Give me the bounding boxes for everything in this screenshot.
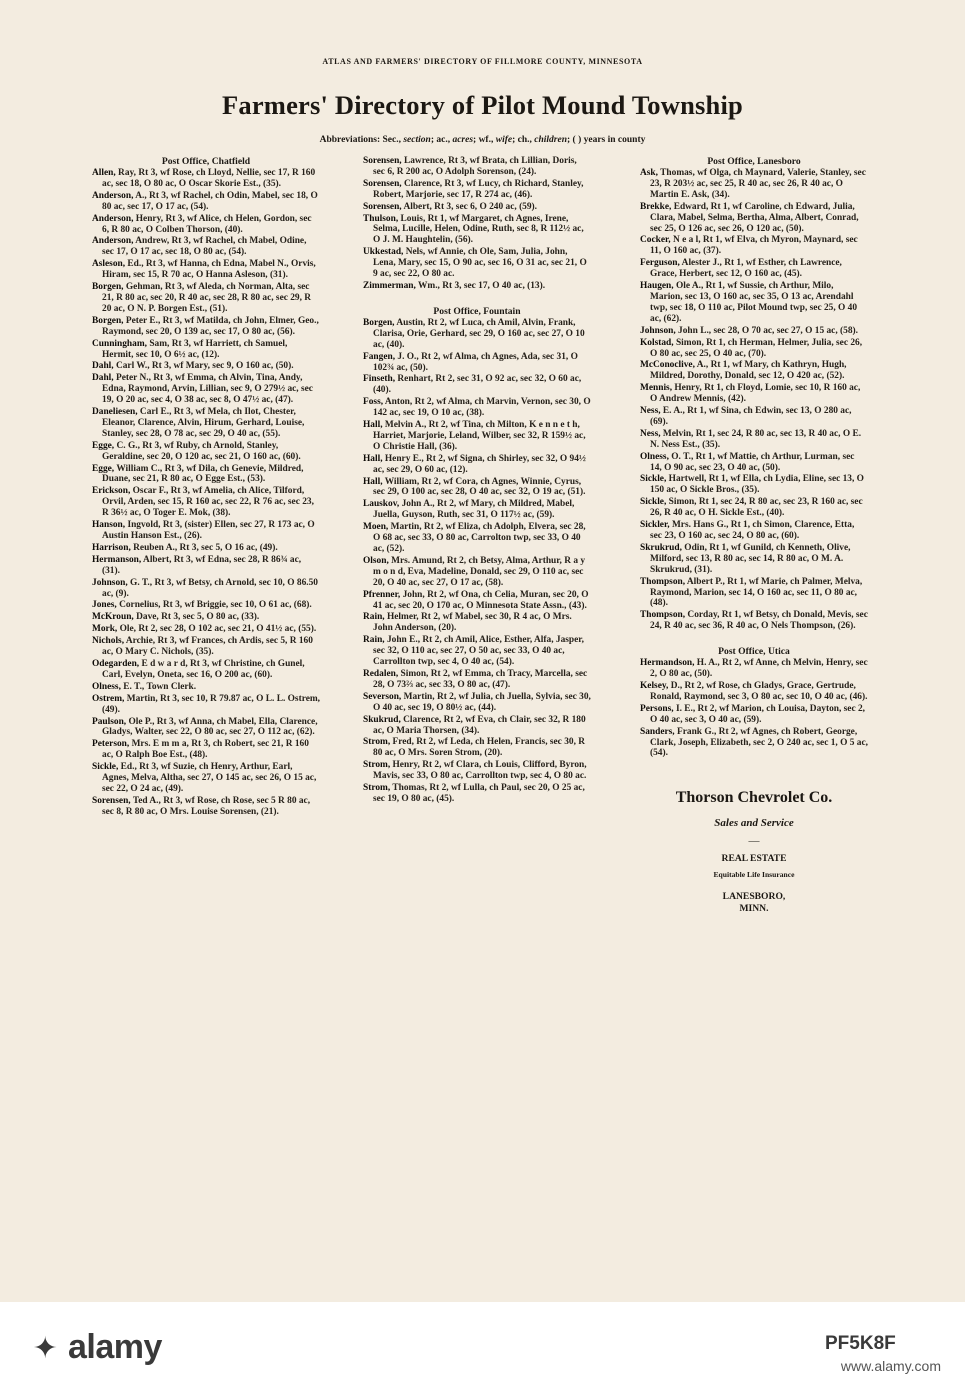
directory-entry bbox=[92, 796, 320, 818]
directory-entry bbox=[92, 717, 320, 739]
entry-surname: Johnson, bbox=[640, 325, 676, 336]
post-office-heading: Post Office, Chatfield bbox=[161, 156, 251, 167]
entry-details: Oscar F., Rt 3, wf Amelia, ch Alice, Tilford, Orvil, Arden, sec 15, R 160 ac, sec 22, R 76 ac, sec 23, R 36½ ac, O Toger E. Mok, (38). bbox=[102, 486, 314, 519]
entry-surname: Skrukrud, bbox=[640, 542, 682, 553]
entry-details: Hartwell, Rt 1, wf Ella, ch Lydia, Eline, sec 13, O 150 ac, O Sickle Bros., (35). bbox=[650, 474, 864, 496]
directory-entry bbox=[363, 669, 591, 691]
entry-details: Albert, Rt 3, sec 6, O 240 ac, (59). bbox=[401, 201, 538, 212]
entry-surname: Sickle, bbox=[640, 497, 667, 508]
entry-surname: Daneliesen, bbox=[92, 407, 138, 418]
entry-details: Albert, Rt 3, wf Edna, sec 28, R 86¾ ac, (31). bbox=[102, 554, 302, 576]
entry-details: Cornelius, Rt 3, wf Briggie, sec 10, O 61 ac, (68). bbox=[116, 600, 312, 611]
entry-surname: Haugen, bbox=[640, 281, 674, 292]
entry-details: Henry, Rt 2, wf Clara, ch Louis, Clifford, Byron, Mavis, sec 33, O 80 ac, Carrollton twp, sec 4, O 80 ac. bbox=[373, 760, 587, 782]
directory-entry bbox=[92, 361, 320, 372]
entry-surname: Hall, bbox=[363, 420, 383, 431]
entry-details: John L., sec 28, O 70 ac, sec 27, O 15 ac, (58). bbox=[675, 325, 858, 336]
entry-details: William, Rt 2, wf Cora, ch Agnes, Winnie, Cyrus, sec 29, O 100 ac, sec 28, O 40 ac, sec 32, O 19 ac, (51). bbox=[373, 476, 586, 498]
ad-city: LANESBORO, bbox=[722, 891, 786, 903]
entry-surname: Severson, bbox=[363, 691, 402, 702]
entry-surname: Strom, bbox=[363, 737, 391, 748]
abbreviations-text bbox=[380, 135, 645, 145]
directory-entry bbox=[640, 360, 868, 382]
directory-column-1 bbox=[92, 156, 320, 819]
entry-surname: Persons, bbox=[640, 703, 674, 714]
directory-entry bbox=[640, 326, 868, 337]
entry-surname: Strom, bbox=[363, 760, 391, 771]
entry-surname: Sickle, bbox=[92, 762, 119, 773]
column-3-list bbox=[640, 156, 868, 759]
directory-entry bbox=[363, 179, 591, 201]
directory-entry bbox=[92, 600, 320, 611]
directory-entry bbox=[92, 694, 320, 716]
directory-entry bbox=[640, 497, 868, 519]
directory-column-2 bbox=[363, 156, 591, 806]
entry-surname: Olness, bbox=[92, 681, 121, 692]
directory-entry bbox=[640, 704, 868, 726]
entry-surname: Thulson, bbox=[363, 213, 399, 224]
entry-details: Martin, Rt 2, wf Julia, ch Juella, Sylvia, sec 30, O 40 ac, sec 19, O 80½ ac, (44). bbox=[373, 691, 591, 713]
entry-details: Andrew, Rt 3, wf Rachel, ch Mabel, Odine, sec 17, O 17 ac, sec 18, O 80 ac, (54). bbox=[102, 236, 307, 258]
entry-details: Ingvold, Rt 3, (sister) Ellen, sec 27, R 173 ac, O Austin Hanson Est., (26). bbox=[102, 520, 315, 541]
directory-entry bbox=[92, 236, 320, 258]
entry-details: Austin, Rt 2, wf Luca, ch Amil, Alvin, Frank, Clarisa, Orie, Gerhard, sec 29, O 160 ac, sec 27, O 10 ac, (40). bbox=[373, 317, 585, 350]
directory-entry bbox=[92, 578, 320, 600]
directory-entry bbox=[363, 783, 591, 805]
entry-details: Ted A., Rt 3, wf Rose, ch Rose, sec 5 R 80 ac, sec 8, R 80 ac, O Mrs. Louise Sorensen, (21). bbox=[102, 795, 311, 817]
entry-details: Louis, Rt 1, wf Margaret, ch Agnes, Irene, Selma, Lucille, Helen, Odine, Ruth, sec 8, R 112½ ac, O J. M. Haughtelin, (56). bbox=[373, 213, 584, 246]
entry-surname: Dahl, bbox=[92, 361, 114, 372]
directory-entry bbox=[363, 715, 591, 737]
entry-surname: Erickson, bbox=[92, 486, 131, 497]
stock-watermark-bar bbox=[0, 1302, 965, 1390]
entry-details: E d w a r d, Rt 3, wf Christine, ch Gunel, Carl, Evelyn, Oneta, sec 16, O 200 ac, (60). bbox=[102, 658, 305, 680]
entry-surname: Sorensen, bbox=[92, 795, 131, 806]
ad-state: MINN. bbox=[739, 903, 769, 915]
abbreviations-line bbox=[0, 135, 965, 145]
directory-entry bbox=[363, 760, 591, 782]
entry-details: Simon, Rt 2, wf Emma, ch Tracy, Marcella, sec 28, O 73⅔ ac, sec 33, O 80 ac, (47). bbox=[373, 668, 588, 690]
entry-surname: Thompson, bbox=[640, 610, 686, 621]
entry-surname: Hall, bbox=[363, 453, 383, 464]
entry-details: E. T., Town Clerk. bbox=[120, 681, 197, 692]
entry-surname: Hermanson, bbox=[92, 554, 142, 565]
entry-surname: Sanders, bbox=[640, 726, 675, 737]
entry-details: Thomas, wf Olga, ch Maynard, Valerie, Stanley, sec 23, R 203½ ac, sec 25, R 40 ac, sec 26, R 40 ac, O Martin E. Ask, (34). bbox=[650, 168, 866, 200]
entry-surname: Anderson, bbox=[92, 190, 134, 201]
entry-details: Martin, Rt 2, wf Eliza, ch Adolph, Elvera, sec 28, O 68 ac, sec 33, O 80 ac, Carrolton twp, sec 33, O 40 ac, (52). bbox=[373, 522, 586, 554]
entry-details: Ole, Rt 2, sec 28, O 102 ac, sec 21, O 41½ ac, (55). bbox=[117, 624, 317, 635]
entry-surname: Borgen, bbox=[92, 282, 124, 293]
post-office-heading: Post Office, Utica bbox=[718, 646, 790, 658]
entry-details: Henry, Rt 3, wf Alice, ch Helen, Gordon, sec 6, R 80 ac, O Colben Thorson, (40). bbox=[102, 213, 312, 235]
directory-entry bbox=[92, 762, 320, 795]
entry-details: Ed., Rt 3, wf Suzie, ch Henry, Arthur, Earl, Agnes, Melva, Altha, sec 27, O 145 ac, sec 26, O 15 ac, sec 22, O 24 ac, (49). bbox=[102, 762, 317, 794]
directory-entry bbox=[363, 692, 591, 714]
entry-surname: Foss, bbox=[363, 397, 384, 408]
directory-entry bbox=[640, 520, 868, 542]
entry-surname: Thompson, bbox=[640, 576, 686, 587]
directory-entry bbox=[92, 441, 320, 463]
entry-surname: Skukrud, bbox=[363, 714, 401, 725]
directory-entry bbox=[363, 590, 591, 612]
entry-details: Anton, Rt 2, wf Alma, ch Marvin, Vernon, sec 30, O 142 ac, sec 19, O 10 ac, (38). bbox=[373, 397, 591, 419]
entry-details: Dave, Rt 3, sec 5, O 80 ac, (33). bbox=[133, 612, 260, 623]
entry-details: Odin, Rt 1, wf Gunild, ch Kenneth, Olive, Milford, sec 13, R 80 ac, sec 14, R 80 ac, O M. A. Skrukrud, (31). bbox=[650, 542, 851, 575]
directory-entry bbox=[92, 373, 320, 406]
entry-details: Corday, Rt 1, wf Betsy, ch Donald, Mevis, sec 24, R 40 ac, sec 36, R 40 ac, O Nels Thompson, (26). bbox=[650, 610, 868, 632]
abbreviation-text: ; wf., bbox=[473, 135, 496, 145]
directory-entry bbox=[363, 737, 591, 759]
entry-details: Martin, Rt 3, sec 10, R 79.87 ac, O L. L. Ostrem, (49). bbox=[102, 693, 321, 715]
abbreviation-term: section bbox=[403, 135, 431, 145]
ad-real-estate: REAL ESTATE bbox=[721, 853, 787, 865]
directory-entry bbox=[640, 681, 868, 703]
entry-details: C. G., Rt 3, wf Ruby, ch Arnold, Stanley, Geraldine, sec 20, O 120 ac, sec 21, O 160 ac, (60). bbox=[102, 440, 301, 462]
abbreviation-text: ; ( ) years in county bbox=[567, 135, 646, 145]
entry-surname: Hall, bbox=[363, 476, 383, 487]
entry-details: Albert P., Rt 1, wf Marie, ch Palmer, Melva, Raymond, Marion, sec 14, O 160 ac, sec 11, O 80 ac, (48). bbox=[650, 576, 863, 609]
directory-entry bbox=[92, 168, 320, 190]
entry-surname: Ferguson, bbox=[640, 258, 680, 269]
directory-column-3 bbox=[640, 156, 868, 915]
entry-details: Mrs. Amund, Rt 2, ch Betsy, Alma, Arthur, R a y m o n d, Eva, Madeline, Donald, sec 29, O 110 ac, sec 20, O 40 ac, sec 27, O 17 ac, (58). bbox=[373, 555, 586, 588]
entry-surname: Rain, bbox=[363, 612, 385, 623]
directory-entry bbox=[363, 374, 591, 396]
entry-surname: Johnson, bbox=[92, 577, 128, 588]
entry-details: Melvin A., Rt 2, wf Tina, ch Milton, K e n n e t h, Harriet, Marjorie, Leland, Wilber, sec 32, R 159½ ac, O Christie Hall, (36). bbox=[373, 420, 586, 452]
entry-details: Reuben A., Rt 3, sec 5, O 16 ac, (49). bbox=[130, 542, 278, 553]
entry-surname: Sorensen, bbox=[363, 201, 402, 212]
directory-entry bbox=[92, 612, 320, 623]
entry-details: G. T., Rt 3, wf Betsy, ch Arnold, sec 10, O 86.50 ac, (9). bbox=[102, 577, 318, 599]
ad-company-name: Thorson Chevrolet Co. bbox=[675, 789, 833, 807]
entry-details: Peter N., Rt 3, wf Emma, ch Alvin, Tina, Andy, Edna, Raymond, Arvin, Lillian, sec 9, O 279½ ac, sec 19, O 20 ac, sec 4, O 38 ac, sec 8, O 47½ ac, (47). bbox=[102, 373, 313, 406]
entry-details: Simon, Rt 1, sec 24, R 80 ac, sec 23, R 160 ac, sec 26, R 40 ac, O H. Sickle Est., (40). bbox=[650, 497, 863, 519]
abbreviations-label: Abbreviations: bbox=[319, 135, 381, 145]
entry-details: Alester J., Rt 1, wf Esther, ch Lawrence, Grace, Herbert, sec 12, O 160 ac, (45). bbox=[650, 258, 842, 280]
entry-details: Frank G., Rt 2, wf Agnes, ch Robert, George, Clark, Joseph, Elizabeth, sec 2, O 240 ac, sec 1, O 5 ac, (54). bbox=[650, 726, 868, 759]
directory-entry bbox=[92, 636, 320, 658]
entry-surname: Finseth, bbox=[363, 374, 396, 385]
entry-surname: Cunningham, bbox=[92, 338, 147, 349]
entry-surname: Pfrenner, bbox=[363, 589, 401, 600]
directory-entry bbox=[92, 191, 320, 213]
entry-surname: Mennis, bbox=[640, 383, 673, 394]
entry-details: A., Rt 3, wf Rachel, ch Odin, Mabel, sec 18, O 80 ac, sec 17, O 17 ac, (54). bbox=[102, 190, 318, 212]
entry-details: Carl E., Rt 3, wf Mela, ch Ilot, Chester, Eleanor, Clarence, Alvin, Hirum, Gerhard, Louise, Stanley, sec 28, O 78 ac, sec 29, O 40 ac, (55). bbox=[102, 407, 305, 439]
abbreviation-text: ; ac., bbox=[430, 135, 453, 145]
entry-details: Mrs. E m m a, Rt 3, ch Robert, sec 21, R 160 ac, O Ralph Boe Est., (48). bbox=[102, 739, 309, 761]
directory-entry bbox=[92, 282, 320, 315]
entry-surname: Paulson, bbox=[92, 716, 127, 727]
directory-entry bbox=[363, 522, 591, 555]
entry-surname: Anderson, bbox=[92, 213, 134, 224]
entry-surname: Ness, bbox=[640, 428, 661, 439]
running-header: ATLAS AND FARMERS' DIRECTORY OF FILLMORE COUNTY, MINNESOTA bbox=[322, 57, 643, 66]
entry-details: Edward, Rt 1, wf Caroline, ch Edward, Julia, Clara, Mabel, Selma, Bertha, Alma, Albert, Conrad, sec 25, O 126 ac, sec 26, O 120 ac, (50). bbox=[650, 201, 859, 234]
directory-entry bbox=[640, 474, 868, 496]
ad-separator: — bbox=[748, 835, 760, 848]
entry-details: Thomas, Rt 2, wf Lulla, ch Paul, sec 20, O 25 ac, sec 19, O 80 ac, (45). bbox=[373, 783, 585, 804]
entry-surname: Olson, bbox=[363, 555, 389, 566]
entry-details: Gehman, Rt 3, wf Aleda, ch Norman, Alta, sec 21, R 80 ac, sec 20, R 40 ac, sec 28, R 80 ac, sec 29, R 20 ac, O N. P. Borgen Est., (51). bbox=[102, 282, 312, 314]
entry-surname: Zimmerman, bbox=[363, 280, 416, 291]
entry-details: John A., Rt 2, wf Mary, ch Mildred, Mabel, Juella, Guyson, Ruth, sec 31, O 117½ ac, (59). bbox=[373, 499, 575, 521]
directory-entry bbox=[363, 156, 591, 178]
entry-details: Helmer, Rt 2, wf Mabel, sec 30, R 4 ac, O Mrs. John Anderson, (20). bbox=[373, 612, 572, 634]
abbreviation-term: wife bbox=[495, 135, 513, 145]
entry-details: Wm., Rt 3, sec 17, O 40 ac, (13). bbox=[415, 280, 546, 291]
entry-surname: Odegarden, bbox=[92, 658, 140, 669]
entry-details: N e a l, Rt 1, wf Elva, ch Myron, Maynard, sec 11, O 160 ac, (37). bbox=[650, 235, 858, 257]
entry-details: Henry E., Rt 2, wf Signa, ch Shirley, sec 32, O 94½ ac, sec 29, O 60 ac, (12). bbox=[373, 453, 586, 475]
entry-surname: Dahl, bbox=[92, 373, 114, 384]
abbreviation-term: acres bbox=[452, 135, 474, 145]
entry-surname: Anderson, bbox=[92, 236, 134, 247]
abbreviation-term: children bbox=[534, 135, 567, 145]
ad-insurance: Equitable Life Insurance bbox=[713, 870, 795, 880]
watermark-image-id: PF5K8F bbox=[825, 1333, 896, 1354]
entry-surname: Strom, bbox=[363, 783, 391, 794]
directory-entry bbox=[92, 520, 320, 542]
directory-entry bbox=[640, 406, 868, 428]
entry-surname: Cocker, bbox=[640, 235, 671, 246]
entry-surname: Borgen, bbox=[363, 317, 395, 328]
entry-surname: Ukkestad, bbox=[363, 247, 404, 258]
entry-surname: Sorensen, bbox=[363, 156, 402, 166]
entry-details: Mrs. Hans G., Rt 1, ch Simon, Clarence, Etta, sec 23, O 160 ac, sec 24, O 80 ac, (60). bbox=[650, 520, 855, 541]
directory-entry bbox=[640, 202, 868, 235]
directory-entry bbox=[92, 316, 320, 338]
entry-details: J. O., Rt 2, wf Alma, ch Agnes, Ada, sec 31, O 102¾ ac, (50). bbox=[373, 351, 578, 373]
entry-details: E. A., Rt 1, wf Sina, ch Edwin, sec 13, O 280 ac, (69). bbox=[650, 406, 852, 427]
entry-surname: Borgen, bbox=[92, 315, 124, 326]
entry-surname: Brekke, bbox=[640, 201, 672, 212]
entry-surname: Lauskov, bbox=[363, 499, 400, 510]
entry-details: Clarence, Rt 2, wf Eva, ch Clair, sec 32, R 180 ac, O Maria Thorsen, (34). bbox=[373, 714, 586, 736]
entry-details: John, Rt 2, wf Ona, ch Celia, Muran, sec 20, O 41 ac, sec 20, O 170 ac, O Minnesota State Assn., (43). bbox=[373, 589, 589, 611]
directory-entry bbox=[363, 318, 591, 351]
directory-entry bbox=[92, 624, 320, 635]
directory-entry bbox=[640, 658, 868, 680]
entry-details: Ole A., Rt 1, wf Sussie, ch Arthur, Milo, Marion, sec 13, O 160 ac, sec 35, O 13 ac, Arendahl twp, sec 18, O 110 ac, Pilot Mound twp, sec 25, O 40 ac, (62). bbox=[650, 281, 858, 324]
entry-surname: Egge, bbox=[92, 440, 115, 451]
entry-surname: Nichols, bbox=[92, 636, 125, 647]
directory-entry bbox=[640, 281, 868, 325]
entry-details: Simon, Rt 1, ch Herman, Helmer, Julia, sec 26, O 80 ac, sec 25, O 40 ac, (70). bbox=[650, 337, 863, 359]
entry-details: A., Rt 1, wf Mary, ch Kathryn, Hugh, Mildred, Dorothy, Donald, sec 12, O 420 ac, (52). bbox=[650, 360, 847, 382]
directory-entry bbox=[640, 543, 868, 576]
entry-surname: Redalen, bbox=[363, 668, 399, 679]
directory-entry bbox=[92, 259, 320, 281]
directory-entry bbox=[363, 556, 591, 589]
entry-surname: Ostrem, bbox=[92, 693, 125, 704]
entry-surname: Hermandson, bbox=[640, 658, 695, 669]
entry-surname: Allen, bbox=[92, 168, 116, 178]
entry-details: Sam, Rt 3, wf Harriett, ch Samuel, Hermit, sec 10, O 6½ ac, (12). bbox=[102, 338, 288, 360]
directory-entry bbox=[640, 429, 868, 451]
ad-address bbox=[640, 891, 868, 915]
directory-entry bbox=[363, 281, 591, 292]
entry-details: Renhart, Rt 2, sec 31, O 92 ac, sec 32, O 60 ac, (40). bbox=[373, 374, 582, 396]
post-office-heading: Post Office, Fountain bbox=[433, 305, 521, 317]
entry-details: Peter E., Rt 3, wf Matilda, ch John, Elmer, Geo., Raymond, sec 20, O 139 ac, sec 17, O 80 ac, (56). bbox=[102, 315, 319, 337]
entry-details: Fred, Rt 2, wf Leda, ch Helen, Francis, sec 30, R 80 ac, O Mrs. Soren Strom, (20). bbox=[373, 737, 586, 759]
entry-surname: Sorensen, bbox=[363, 178, 402, 189]
directory-entry bbox=[640, 577, 868, 610]
watermark-brand: alamy bbox=[68, 1328, 162, 1366]
entry-details: Ray, Rt 3, wf Rose, ch Lloyd, Nellie, sec 17, R 160 ac, sec 18, O 80 ac, O Oscar Skorie Est., (35). bbox=[102, 168, 316, 189]
entry-details: Henry, Rt 1, ch Floyd, Lomie, sec 10, R 160 ac, O Andrew Mennis, (42). bbox=[650, 383, 861, 405]
entry-details: William C., Rt 3, wf Dila, ch Genevie, Mildred, Duane, sec 21, R 80 ac, O Egge Est., (53). bbox=[102, 463, 304, 485]
directory-entry bbox=[92, 739, 320, 761]
entry-surname: Asleson, bbox=[92, 259, 126, 270]
entry-surname: Sickler, bbox=[640, 520, 670, 531]
directory-entry bbox=[363, 499, 591, 521]
directory-entry bbox=[92, 486, 320, 519]
entry-surname: Jones, bbox=[92, 600, 117, 611]
directory-entry bbox=[92, 659, 320, 681]
directory-entry bbox=[640, 258, 868, 280]
directory-entry bbox=[363, 352, 591, 374]
directory-entry bbox=[363, 214, 591, 247]
entry-surname: Harrison, bbox=[92, 542, 131, 553]
entry-details: Melvin, Rt 1, sec 24, R 80 ac, sec 13, R 40 ac, O E. N. Ness Est., (35). bbox=[650, 428, 862, 450]
directory-entry bbox=[640, 235, 868, 257]
directory-entry bbox=[363, 612, 591, 634]
entry-details: John E., Rt 2, ch Amil, Alice, Esther, Alfa, Jasper, sec 32, O 110 ac, sec 27, O 50 ac, sec 33, O 40 ac, Carrollton twp, sec 4, O 40 ac, (54). bbox=[373, 635, 584, 668]
directory-entry bbox=[640, 168, 868, 201]
entry-surname: Peterson, bbox=[92, 739, 130, 750]
watermark-logo bbox=[22, 1328, 162, 1367]
entry-surname: Kelsey, bbox=[640, 680, 669, 691]
entry-details: I. E., Rt 2, wf Marion, ch Louisa, Dayton, sec 2, O 40 ac, sec 3, O 40 ac, (59). bbox=[650, 703, 865, 725]
entry-surname: Sickle, bbox=[640, 474, 667, 485]
entry-surname: Moen, bbox=[363, 522, 389, 533]
entry-details: Archie, Rt 3, wf Frances, ch Ardis, sec 5, R 160 ac, O Mary C. Nichols, (35). bbox=[102, 636, 313, 658]
abbreviation-text: ; ch., bbox=[512, 135, 535, 145]
entry-details: Lawrence, Rt 3, wf Brata, ch Lillian, Doris, sec 6, R 200 ac, O Adolph Sorenson, (24). bbox=[373, 156, 577, 177]
directory-entry bbox=[640, 338, 868, 360]
directory-entry bbox=[640, 610, 868, 632]
entry-details: O. T., Rt 1, wf Mattie, ch Arthur, Lurman, sec 14, O 90 ac, sec 23, O 40 ac, (50). bbox=[650, 451, 855, 473]
directory-entry bbox=[640, 727, 868, 760]
directory-entry bbox=[92, 339, 320, 361]
directory-entry bbox=[363, 635, 591, 668]
entry-details: Ed., Rt 3, wf Hanna, ch Edna, Mabel N., Orvis, Hiram, sec 15, R 70 ac, O Hanna Asleson, (31). bbox=[102, 259, 316, 281]
directory-entry bbox=[92, 555, 320, 577]
directory-entry bbox=[92, 464, 320, 486]
entry-details: Nels, wf Annie, ch Ole, Sam, Julia, John, Lena, Mary, sec 15, O 90 ac, sec 16, O 31 ac, sec 21, O 9 ac, sec 22, O 80 ac. bbox=[373, 247, 587, 280]
entry-surname: Ask, bbox=[640, 168, 658, 178]
entry-surname: Ness, bbox=[640, 406, 661, 417]
directory-entry bbox=[92, 407, 320, 440]
entry-surname: Hanson, bbox=[92, 520, 126, 531]
entry-surname: McKroun, bbox=[92, 612, 134, 623]
directory-entry bbox=[640, 452, 868, 474]
entry-details: H. A., Rt 2, wf Anne, ch Melvin, Henry, sec 2, O 80 ac, (50). bbox=[650, 658, 868, 680]
directory-entry bbox=[640, 383, 868, 405]
entry-surname: Mork, bbox=[92, 624, 118, 635]
post-office-heading: Post Office, Lanesboro bbox=[707, 156, 801, 167]
entry-surname: Egge, bbox=[92, 463, 115, 474]
directory-entry bbox=[92, 682, 320, 693]
entry-surname: Kolstad, bbox=[640, 337, 674, 348]
directory-entry bbox=[363, 202, 591, 213]
directory-entry bbox=[363, 247, 591, 280]
entry-details: Ole P., Rt 3, wf Anna, ch Mabel, Ella, Clarence, Gladys, Walter, sec 22, O 80 ac, sec 27, O 112 ac, (62). bbox=[102, 716, 318, 738]
entry-details: Carl W., Rt 3, wf Mary, sec 9, O 160 ac, (50). bbox=[113, 361, 294, 372]
directory-entry bbox=[363, 477, 591, 499]
directory-entry bbox=[363, 397, 591, 419]
directory-entry bbox=[363, 454, 591, 476]
thorson-chevrolet-ad bbox=[640, 789, 868, 915]
watermark-url: www.alamy.com bbox=[840, 1358, 941, 1374]
directory-entry bbox=[92, 214, 320, 236]
entry-surname: Fangen, bbox=[363, 351, 396, 362]
entry-details: D., Rt 2, wf Rose, ch Gladys, Grace, Gertrude, Ronald, Raymond, sec 3, O 80 ac, sec 10, O 40 ac, (46). bbox=[650, 680, 868, 702]
abbreviation-text: Sec., bbox=[380, 135, 404, 145]
ad-tagline: Sales and Service bbox=[714, 817, 794, 830]
entry-surname: Rain, bbox=[363, 635, 385, 646]
entry-details: Clarence, Rt 3, wf Lucy, ch Richard, Stanley, Robert, Marjorie, sec 17, R 274 ac, (46). bbox=[373, 178, 584, 200]
directory-entry bbox=[92, 543, 320, 554]
entry-surname: Olness, bbox=[640, 451, 669, 462]
entry-surname: McConoclive, bbox=[640, 360, 695, 371]
page-title: Farmers' Directory of Pilot Mound Township bbox=[222, 90, 743, 120]
directory-entry bbox=[363, 420, 591, 453]
watermark-star-icon: ✦ bbox=[32, 1332, 58, 1365]
